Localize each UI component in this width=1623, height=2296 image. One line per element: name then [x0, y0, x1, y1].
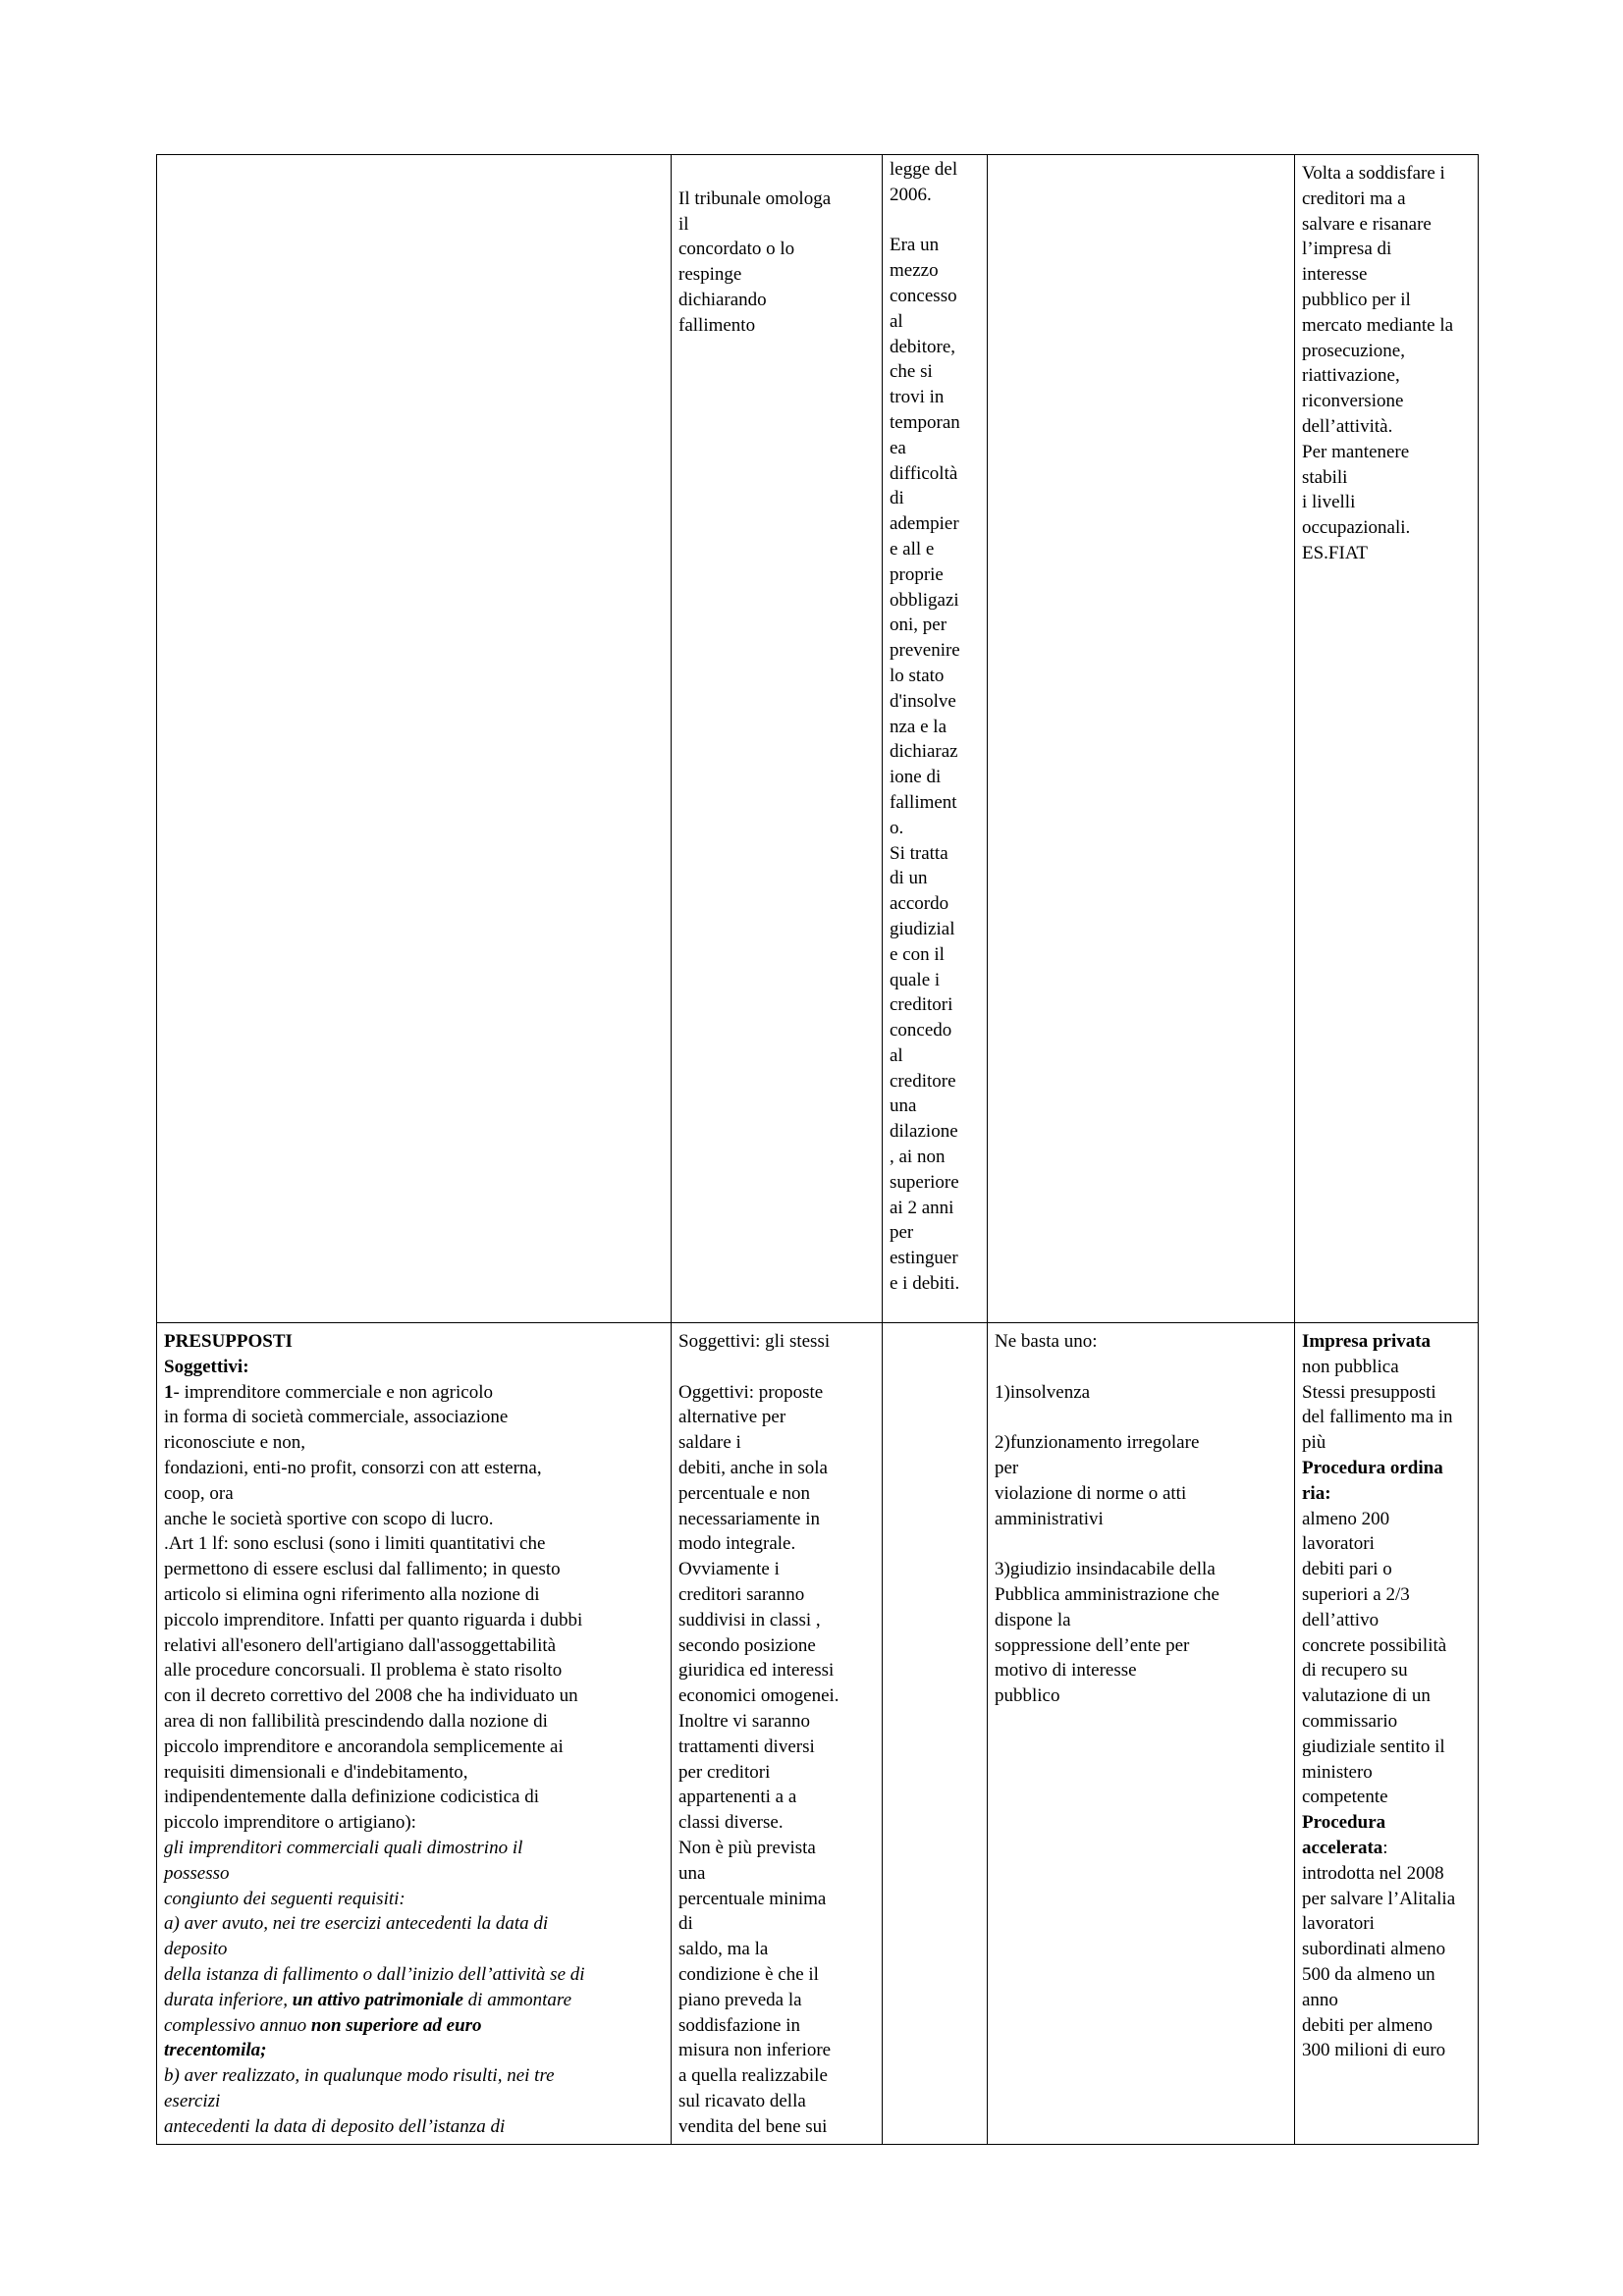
text-line: per — [890, 1222, 914, 1244]
procedura-ordinaria-heading — [1302, 1456, 1471, 1507]
text-line: e i debiti. — [890, 1273, 960, 1295]
text-line: concrete possibilità — [1302, 1634, 1447, 1656]
text-line: congiunto dei seguenti requisiti: — [164, 1888, 406, 1909]
text-line: d'insolve — [890, 690, 956, 712]
text-line: Ovviamente i — [678, 1559, 780, 1580]
text-line: adempier — [890, 513, 959, 535]
text-line: per salvare l’Alitalia — [1302, 1888, 1456, 1909]
text-line: della istanza di fallimento o dall’inizio dell’attività se di — [164, 1963, 585, 1985]
row1-col4-cell — [988, 155, 1295, 1323]
row1-col1-cell — [157, 155, 672, 1323]
req-a-text-1: durata inferiore, — [164, 1989, 293, 2010]
text-line: sul ricavato della — [678, 2090, 806, 2111]
text-line: in forma di società commerciale, associazione — [164, 1407, 509, 1428]
text-line: fallimento — [678, 314, 756, 336]
text-line: creditori ma a — [1302, 187, 1406, 209]
text-line: relativi all'esonero dell'artigiano dall'assoggettabilità — [164, 1634, 557, 1656]
text-line: .Art 1 lf: sono esclusi (sono i limiti quantitativi che — [164, 1533, 546, 1555]
row2-col3-cell — [883, 1323, 988, 2145]
text-line: Si tratta — [890, 842, 948, 864]
text-line: condizione è che il — [678, 1963, 819, 1985]
row2-col2-cell — [672, 1323, 883, 2145]
procedura-heading: Procedura — [1302, 1812, 1386, 1834]
text-line: Volta a soddisfare i — [1302, 163, 1445, 184]
text-line: nza e la — [890, 716, 947, 737]
req-a-bold-2: non superiore ad euro — [310, 2014, 482, 2036]
row1-col3-text-b — [890, 233, 980, 1296]
row2-col1-cell — [157, 1323, 672, 2145]
text-line: ea — [890, 437, 906, 458]
row2-col1-text-a — [164, 1380, 664, 1836]
row2-col2-text — [678, 1380, 875, 2140]
text-line: Era un — [890, 235, 940, 256]
text-line: superiori a 2/3 — [1302, 1583, 1410, 1605]
row1-col5-cell — [1295, 155, 1479, 1323]
text-line: mercato mediante la — [1302, 314, 1454, 336]
text-line: piano preveda la — [678, 1989, 802, 2010]
text-line: a quella realizzabile — [678, 2065, 828, 2087]
text-line: falliment — [890, 791, 957, 813]
text-line: respinge — [678, 264, 742, 286]
text-line: amministrativi — [995, 1508, 1104, 1529]
text-line: , ai non — [890, 1147, 946, 1168]
text-line: Inoltre vi saranno — [678, 1710, 811, 1732]
text-line: percentuale e non — [678, 1482, 810, 1504]
text-line: violazione di norme o atti — [995, 1482, 1187, 1504]
text-line: il — [678, 213, 689, 235]
text-line: dilazione — [890, 1121, 958, 1143]
text-line: economici omogenei. — [678, 1685, 839, 1707]
text-line: Procedura ordina — [1302, 1457, 1443, 1478]
text-line: indipendentemente dalla definizione codicistica di — [164, 1787, 539, 1808]
text-line: legge del — [890, 159, 958, 180]
text-line: coop, ora — [164, 1482, 234, 1504]
row2-col1-italic-end — [164, 2063, 664, 2139]
text-line: i livelli — [1302, 492, 1356, 513]
text-line: articolo si elimina ogni riferimento alla nozione di — [164, 1583, 540, 1605]
requirement-a-line1 — [164, 1988, 664, 2013]
text-line: 3)giudizio insindacabile della — [995, 1559, 1216, 1580]
first-item-text: - imprenditore commerciale e non agricolo — [173, 1381, 494, 1403]
text-line: alle procedure concorsuali. Il problema è stato risolto — [164, 1660, 563, 1682]
text-line: misura non inferiore — [678, 2040, 832, 2061]
req-a-text-3: complessivo annuo — [164, 2014, 311, 2036]
text-line: suddivisi in classi , — [678, 1609, 821, 1630]
first-item-line — [164, 1380, 664, 1406]
text-line: possesso — [164, 1862, 230, 1884]
text-line: 500 da almeno un — [1302, 1963, 1435, 1985]
ne-basta-uno: Ne basta uno: — [995, 1331, 1098, 1352]
presupposti-title: PRESUPPOSTI — [164, 1331, 293, 1352]
text-line: piccolo imprenditore o artigiano): — [164, 1812, 416, 1834]
text-line: Il tribunale omologa — [678, 187, 832, 209]
text-line: saldare i — [678, 1432, 741, 1454]
text-line: e con il — [890, 943, 945, 965]
text-line: introdotta nel 2008 — [1302, 1862, 1444, 1884]
text-line: soddisfazione in — [678, 2014, 801, 2036]
text-line: una — [678, 1862, 706, 1884]
requirement-a-line2 — [164, 2013, 664, 2039]
text-line: con il decreto correttivo del 2008 che ha individuato un — [164, 1685, 578, 1707]
accelerata-heading-line — [1302, 1836, 1471, 1861]
text-line: debitore, — [890, 336, 956, 357]
text-line: dichiarando — [678, 289, 767, 310]
text-line: trovi in — [890, 387, 945, 408]
text-line: riconosciute e non, — [164, 1432, 306, 1454]
text-line: ria: — [1302, 1482, 1331, 1504]
text-line: fondazioni, enti-no profit, consorzi con att esterna, — [164, 1457, 542, 1478]
row1-col3-cell — [883, 155, 988, 1323]
text-line: concesso — [890, 285, 957, 306]
text-line: riattivazione, — [1302, 365, 1400, 387]
text-line: creditore — [890, 1070, 956, 1092]
text-line: debiti per almeno — [1302, 2014, 1433, 2036]
text-line: 2006. — [890, 184, 932, 205]
row1-col2-text — [678, 187, 875, 339]
row2-col5-cell — [1295, 1323, 1479, 2145]
text-line: antecedenti la data di deposito dell’istanza di — [164, 2115, 506, 2137]
text-line: interesse — [1302, 264, 1368, 286]
text-line: Stessi presupposti — [1302, 1381, 1436, 1403]
soggettivi-stessi: Soggettivi: gli stessi — [678, 1331, 831, 1352]
text-line: o. — [890, 817, 904, 838]
text-line: stabili — [1302, 466, 1348, 488]
requirement-a-line3: trecentomila; — [164, 2040, 267, 2061]
text-line: b) aver realizzato, in qualunque modo risulti, nei tre — [164, 2065, 555, 2087]
text-line: occupazionali. — [1302, 517, 1411, 539]
text-line: deposito — [164, 1939, 228, 1960]
text-line: modo integrale. — [678, 1533, 796, 1555]
text-line: creditori saranno — [678, 1583, 805, 1605]
text-line: temporan — [890, 411, 960, 433]
text-line: appartenenti a a — [678, 1787, 797, 1808]
text-line: Pubblica amministrazione che — [995, 1583, 1219, 1605]
row2-col5-lines3 — [1302, 1861, 1471, 2063]
text-line: che si — [890, 361, 933, 383]
text-line: gli imprenditori commerciali quali dimostrino il — [164, 1837, 523, 1858]
text-line: creditori — [890, 994, 953, 1016]
text-line: e all e — [890, 538, 935, 560]
text-line: dispone la — [995, 1609, 1071, 1630]
row2-col5-lines1 — [1302, 1355, 1471, 1456]
text-line: trattamenti diversi — [678, 1735, 815, 1757]
impresa-privata-heading: Impresa privata — [1302, 1331, 1432, 1352]
text-line: saldo, ma la — [678, 1939, 769, 1960]
text-line: ES.FIAT — [1302, 542, 1369, 563]
table-row-1 — [157, 155, 1479, 1323]
item-giudizio — [995, 1557, 1287, 1709]
text-line: di recupero su — [1302, 1660, 1408, 1682]
text-line: subordinati almeno — [1302, 1939, 1446, 1960]
text-line: piccolo imprenditore. Infatti per quanto riguarda i dubbi — [164, 1609, 583, 1630]
text-line: area di non fallibilità prescindendo dalla nozione di — [164, 1710, 548, 1732]
text-line: a) aver avuto, nei tre esercizi antecedenti la data di — [164, 1913, 549, 1935]
text-line: del fallimento ma in — [1302, 1407, 1453, 1428]
text-line: salvare e risanare — [1302, 213, 1432, 235]
text-line: valutazione di un — [1302, 1685, 1431, 1707]
text-line: al — [890, 1044, 903, 1066]
text-line: per — [995, 1457, 1019, 1478]
text-line: obbligazi — [890, 589, 959, 611]
text-line: anche le società sportive con scopo di lucro. — [164, 1508, 494, 1529]
accelerata-heading: accelerata — [1302, 1837, 1383, 1858]
text-line: secondo posizione — [678, 1634, 816, 1656]
text-line: soppressione dell’ente per — [995, 1634, 1190, 1656]
text-line: dell’attivo — [1302, 1609, 1380, 1630]
text-line: dichiaraz — [890, 741, 958, 763]
text-line: di — [678, 1913, 693, 1935]
text-line: competente — [1302, 1787, 1388, 1808]
text-line: giudiziale sentito il — [1302, 1735, 1445, 1757]
text-line: una — [890, 1095, 917, 1117]
text-line: giudizial — [890, 918, 955, 939]
text-line: anno — [1302, 1989, 1338, 2010]
text-line: non pubblica — [1302, 1356, 1399, 1377]
text-line: ministero — [1302, 1761, 1373, 1783]
text-line: dell’attività. — [1302, 415, 1393, 437]
text-line: Per mantenere — [1302, 441, 1410, 462]
row1-col5-text — [1302, 161, 1471, 566]
text-line: difficoltà — [890, 462, 958, 484]
row2-col5-lines2 — [1302, 1507, 1471, 1811]
text-line: debiti pari o — [1302, 1559, 1392, 1580]
text-line: ai 2 anni — [890, 1197, 954, 1218]
text-line: pubblico per il — [1302, 289, 1411, 310]
row1-col3-text-a — [890, 157, 980, 208]
text-line: lavoratori — [1302, 1533, 1375, 1555]
text-line: 2)funzionamento irregolare — [995, 1432, 1200, 1454]
item-insolvenza: 1)insolvenza — [995, 1381, 1091, 1403]
text-line: motivo di interesse — [995, 1660, 1137, 1682]
text-line: di un — [890, 868, 928, 889]
text-line: quale i — [890, 969, 941, 990]
text-line: di — [890, 488, 904, 509]
text-line: l’impresa di — [1302, 239, 1392, 260]
text-line: ione di — [890, 767, 942, 788]
text-line: classi diverse. — [678, 1812, 784, 1834]
text-line: concedo — [890, 1020, 952, 1041]
text-line: percentuale minima — [678, 1888, 827, 1909]
text-line: lavoratori — [1302, 1913, 1375, 1935]
text-line: vendita del bene sui — [678, 2115, 828, 2137]
text-line: mezzo — [890, 260, 939, 282]
text-line: prosecuzione, — [1302, 340, 1405, 361]
text-line: pubblico — [995, 1685, 1060, 1707]
text-line: alternative per — [678, 1407, 786, 1428]
text-line: riconversione — [1302, 391, 1404, 412]
soggettivi-subtitle: Soggettivi: — [164, 1356, 249, 1377]
text-line: oni, per — [890, 614, 947, 636]
text-line: piccolo imprenditore e ancorandola semplicemente ai — [164, 1735, 564, 1757]
accelerata-colon: : — [1382, 1837, 1388, 1858]
row1-col2-cell — [672, 155, 883, 1323]
text-line: per creditori — [678, 1761, 771, 1783]
row2-col1-lines-a — [164, 1405, 664, 1836]
text-line: prevenire — [890, 640, 960, 662]
text-line: esercizi — [164, 2090, 221, 2111]
text-line: accordo — [890, 893, 949, 915]
text-line: debiti, anche in sola — [678, 1457, 828, 1478]
req-a-bold-1: un attivo patrimoniale — [292, 1989, 468, 2010]
text-line: 300 milioni di euro — [1302, 2040, 1446, 2061]
main-table — [156, 154, 1479, 2145]
row2-col1-italic-lines — [164, 1836, 664, 1988]
text-line: necessariamente in — [678, 1508, 821, 1529]
req-a-text-2: di ammontare — [467, 1989, 572, 2010]
text-line: commissario — [1302, 1710, 1398, 1732]
text-line: requisiti dimensionali e d'indebitamento, — [164, 1761, 468, 1783]
text-line: estinguer — [890, 1248, 958, 1269]
text-line: lo stato — [890, 665, 945, 686]
text-line: Oggettivi: proposte — [678, 1381, 824, 1403]
text-line: permettono di essere esclusi dal fallimento; in questo — [164, 1559, 561, 1580]
item-funzionamento — [995, 1430, 1287, 1531]
text-line: proprie — [890, 563, 944, 585]
text-line: almeno 200 — [1302, 1508, 1390, 1529]
text-line: più — [1302, 1432, 1326, 1454]
item-number: 1 — [164, 1381, 174, 1403]
text-line: Non è più prevista — [678, 1837, 816, 1858]
text-line: giuridica ed interessi — [678, 1660, 835, 1682]
text-line: superiore — [890, 1171, 959, 1193]
text-line: concordato o lo — [678, 239, 795, 260]
table-row-2 — [157, 1323, 1479, 2145]
row2-col4-cell — [988, 1323, 1295, 2145]
text-line: al — [890, 310, 903, 332]
